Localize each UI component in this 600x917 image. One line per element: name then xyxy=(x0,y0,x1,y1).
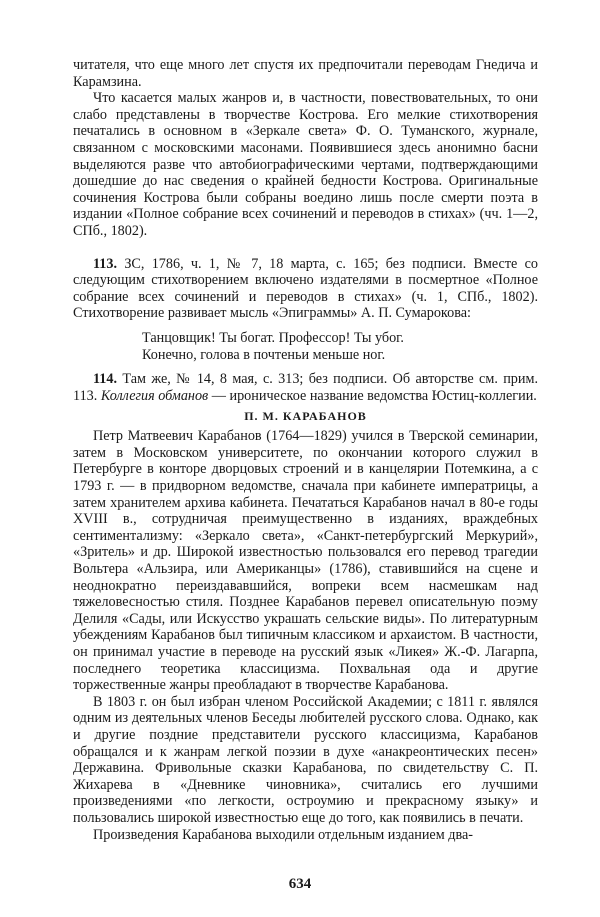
page-number: 634 xyxy=(288,876,312,892)
spacer xyxy=(73,322,538,330)
epigram-verse xyxy=(73,330,538,363)
paragraph-karabanov-editions: Произведения Карабанова выходили отдельным изданием два- xyxy=(93,826,473,843)
spacer xyxy=(73,240,538,256)
paragraph-kostrov-genres: Что касается малых жанров и, в частности, повествовательных, то они слабо представлены в творчестве Кострова. Его мелкие стихотворения печатались в основном в «Зеркале света» Ф. О. Туманского, журнале, связанном с московскими масонами. Появившиеся здесь анонимно басни выделяются разве что автобиографическими чертами, подтверждающими дошедшие до нас сведения о крайней бедности Кострова. Оригинальные сочинения Кострова были собраны воедино лишь после смерти поэта в издании «Полное собрание всех сочинений и переводов в стихах» (чч. 1—2, СПб., 1802). xyxy=(73,90,538,239)
verse-line: Танцовщик! Ты богат. Профессор! Ты убог. xyxy=(142,329,404,346)
note-114 xyxy=(73,371,538,404)
note-114-text-end: — ироническое название ведомства Юстиц-коллегии. xyxy=(208,387,537,404)
note-113 xyxy=(73,256,538,322)
verse-line: Конечно, голова в почтеньи меньше ног. xyxy=(142,346,386,363)
note-113-text: ЗС, 1786, ч. 1, № 7, 18 марта, с. 165; без подписи. Вместе со следующим стихотворением включено издателями в посмертное «Полное собрание всех сочинений и переводов в стихах» (ч. 1, СПб., 1802). Стихотворение развивает мысль «Эпиграммы» А. П. Сумарокова: xyxy=(73,255,538,322)
spacer xyxy=(73,363,538,371)
note-114-italic-title: Коллегия обманов xyxy=(100,387,209,404)
paragraph-karabanov-academy: В 1803 г. он был избран членом Российской Академии; с 1811 г. являлся одним из деятельных членов Беседы любителей русского слова. Однако, как и другие поздние представители русского классицизма, Карабанов обращался и к жанрам легкой поэзии в духе «анакреонтических песен» Державина. Фривольные сказки Карабанова, по свидетельству С. П. Жихарева в «Дневнике чиновника», считались его лучшими произведениями «по легкости, остроумию и прекрасному языку» и пользовались широкой известностью еще до того, как появились в печати. xyxy=(73,693,538,826)
paragraph-continuation: читателя, что еще много лет спустя их предпочитали переводам Гнедича и Карамзина. xyxy=(73,57,538,90)
section-heading: П. М. КАРАБАНОВ xyxy=(244,409,367,424)
note-114-number: 114. xyxy=(93,371,118,388)
note-113-number: 113. xyxy=(93,255,118,272)
paragraph-karabanov-bio: Петр Матвеевич Карабанов (1764—1829) учился в Тверской семинарии, затем в Московском университете, по окончании которого служил в Петербурге в конторе дворцовых строений и в канцелярии Потемкина, а с 1793 г. — в придворном ведомстве, сначала при кабинете императрицы, а затем хранителем архива кабинета. Печататься Карабанов начал в 80-е годы XVIII в., сотрудничая преимущественно в изданиях, враждебных сентиментализму: «Зеркало света», «Санкт-петербургский Меркурий», «Зритель» и др. Широкой известностью пользовался его перевод трагедии Вольтера «Альзира, или Американцы» (1786), ставившийся на сцене и неоднократно переиздававшийся, вопреки всем насмешкам над тяжеловесностью стиля. Позднее Карабанов перевел описательную поэму Делиля «Сады, или Искусство украшать сельские виды». По литературным убеждениям Карабанов был типичным классиком и архаистом. В частности, он принимал участие в переводе на русский язык «Ликея» Ж.-Ф. Лагарпа, последнего теоретика классицизма. Похвальная ода и другие торжественные жанры преобладают в творчестве Карабанова. xyxy=(73,428,538,694)
note-114-text: Там же, № 14, 8 мая, с. 313; без подписи. Об авторстве см. прим. 113. xyxy=(73,371,539,404)
